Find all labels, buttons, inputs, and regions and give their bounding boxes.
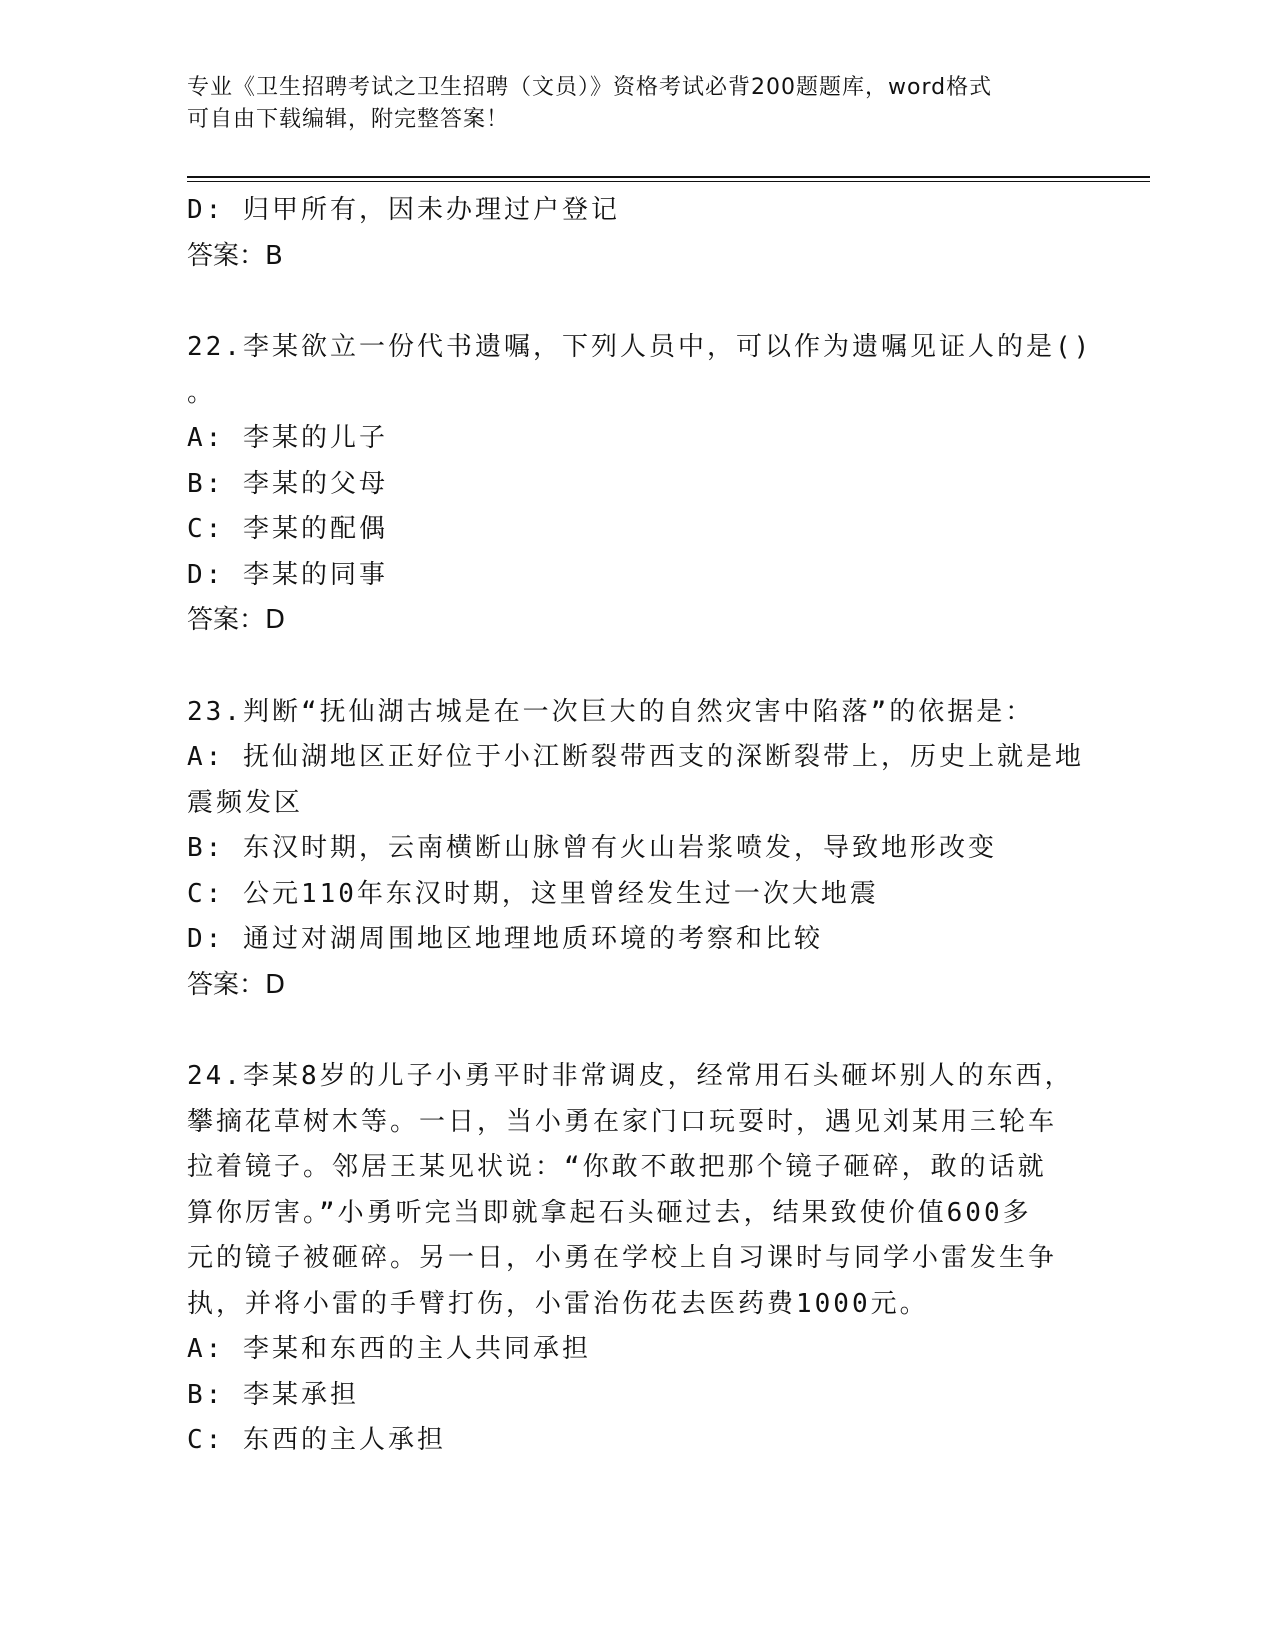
question-list xyxy=(187,188,1093,1464)
option-b: B: 东汉时期，云南横断山脉曾有火山岩浆喷发，导致地形改变 xyxy=(187,833,997,863)
answer-line: 答案：B xyxy=(187,240,283,271)
option-a-continued: 震频发区 xyxy=(187,787,304,818)
option-c: C: 李某的配偶 xyxy=(187,514,388,544)
option-d: D: 归甲所有，因未办理过户登记 xyxy=(187,195,620,225)
question-23 xyxy=(187,690,1087,1009)
option-a: A: 抚仙湖地区正好位于小江断裂带西支的深断裂带上，历史上就是地 xyxy=(187,742,1084,772)
question-gap xyxy=(187,644,1087,690)
header-rule-thick xyxy=(187,176,1150,178)
option-d: D: 李某的同事 xyxy=(187,559,388,590)
question-stem: 攀摘花草树木等。一日，当小勇在家门口玩耍时，遇见刘某用三轮车 xyxy=(187,1106,1058,1137)
option-b: B: 李某的父母 xyxy=(187,468,388,499)
option-c: C: 东西的主人承担 xyxy=(187,1425,446,1455)
question-stem: 23.判断“抚仙湖古城是在一次巨大的自然灾害中陷落”的依据是： xyxy=(187,696,1035,727)
option-b: B: 李某承担 xyxy=(187,1379,359,1410)
previous-question-tail xyxy=(187,188,1087,279)
question-stem: 算你厉害。”小勇听完当即就拿起石头砸过去，结果致使价值600多 xyxy=(187,1197,1032,1228)
question-22 xyxy=(187,325,1093,644)
question-stem: 拉着镜子。邻居王某见状说：“你敢不敢把那个镜子砸碎，敢的话就 xyxy=(187,1152,1047,1182)
question-stem: 。 xyxy=(187,377,217,408)
option-a: A: 李某的儿子 xyxy=(187,423,388,453)
question-gap xyxy=(187,1008,1087,1054)
question-gap xyxy=(187,279,1087,325)
document-header: 专业《卫生招聘考试之卫生招聘（文员）》资格考试必背200题题库，word格式 可自由下载编辑，附完整答案！ xyxy=(187,75,993,132)
option-d: D: 通过对湖周围地区地理地质环境的考察和比较 xyxy=(187,924,823,954)
question-stem: 22.李某欲立一份代书遗嘱，下列人员中，可以作为遗嘱见证人的是() xyxy=(187,332,1093,362)
answer-line: 答案：D xyxy=(187,969,286,1000)
question-24 xyxy=(187,1054,1087,1464)
option-a: A: 李某和东西的主人共同承担 xyxy=(187,1334,591,1364)
header-rule-thin xyxy=(187,181,1150,182)
question-stem: 执，并将小雷的手臂打伤，小雷治伤花去医药费1000元。 xyxy=(187,1288,929,1319)
question-stem: 24.李某8岁的儿子小勇平时非常调皮，经常用石头砸坏别人的东西， xyxy=(187,1061,1074,1091)
answer-line: 答案：D xyxy=(187,605,286,635)
option-c: C: 公元110年东汉时期，这里曾经发生过一次大地震 xyxy=(187,878,879,909)
question-stem: 元的镜子被砸碎。另一日，小勇在学校上自习课时与同学小雷发生争 xyxy=(187,1243,1058,1273)
